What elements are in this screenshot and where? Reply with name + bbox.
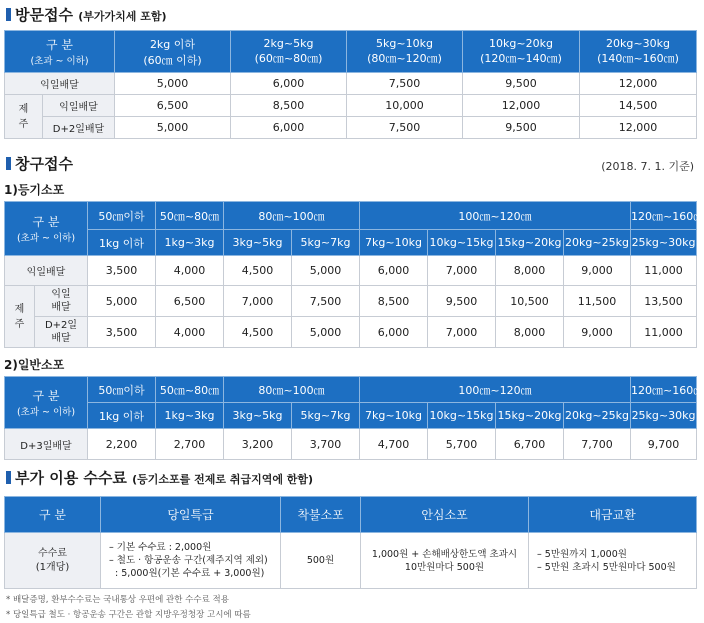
table-row xyxy=(5,95,697,117)
cod-fee: 500원 xyxy=(281,533,361,589)
visit-title: 방문접수 xyxy=(15,6,73,24)
weight-header: 5kg~7kg xyxy=(292,230,360,256)
price-cell: 4,700 xyxy=(360,429,428,460)
price-cell: 9,500 xyxy=(463,117,580,139)
safe-fee: 1,000원 + 손해배상한도액 초과시 10만원마다 500원 xyxy=(361,533,529,589)
weight-header: 10kg~15kg xyxy=(428,230,496,256)
table-row xyxy=(5,429,697,460)
price-cell: 7,000 xyxy=(428,317,496,348)
price-cell: 5,000 xyxy=(88,286,156,317)
exchange-fee: – 5만원까지 1,000원 – 5만원 초과시 5만원마다 500원 xyxy=(529,533,697,589)
registered-rate-table xyxy=(4,201,704,348)
weight-header: 1kg 이하 xyxy=(88,403,156,429)
jeju-label: 제 주 xyxy=(5,286,35,348)
general-rate-table xyxy=(4,376,704,460)
row-label: 익일배달 xyxy=(5,256,88,286)
weight-header: 1kg 이하 xyxy=(88,230,156,256)
size-group-header: 80㎝~100㎝ xyxy=(224,202,360,230)
fees-header-cod: 착불소포 xyxy=(281,497,361,533)
visit-col-2: 2kg~5kg (60㎝~80㎝) xyxy=(231,31,347,73)
section-bullet-icon xyxy=(6,471,11,484)
price-cell: 2,700 xyxy=(156,429,224,460)
general-title: 2)일반소포 xyxy=(4,358,65,372)
size-group-header: 120㎝~160㎝ xyxy=(631,202,697,230)
fees-section-title xyxy=(6,467,313,488)
price-cell: 4,500 xyxy=(224,256,292,286)
weight-header: 25kg~30kg xyxy=(631,403,697,429)
price-cell: 8,000 xyxy=(496,256,564,286)
price-cell: 12,000 xyxy=(463,95,580,117)
price-cell: 5,000 xyxy=(115,73,231,95)
size-group-header: 50㎝이하 xyxy=(88,202,156,230)
price-cell: 4,500 xyxy=(224,317,292,348)
price-cell: 9,500 xyxy=(463,73,580,95)
size-group-header: 100㎝~120㎝ xyxy=(360,202,631,230)
price-cell: 6,500 xyxy=(156,286,224,317)
price-cell: 5,000 xyxy=(292,317,360,348)
price-cell: 3,700 xyxy=(292,429,360,460)
fees-table xyxy=(4,496,697,589)
weight-header: 7kg~10kg xyxy=(360,230,428,256)
fees-header-safe: 안심소포 xyxy=(361,497,529,533)
price-cell: 3,500 xyxy=(88,256,156,286)
size-group-header: 120㎝~160㎝ xyxy=(631,377,697,403)
size-group-header: 100㎝~120㎝ xyxy=(360,377,631,403)
weight-header: 15kg~20kg xyxy=(496,230,564,256)
price-cell: 6,500 xyxy=(115,95,231,117)
price-cell: 6,000 xyxy=(231,117,347,139)
same-day-fee: – 기본 수수료 : 2,000원 – 철도 · 항공운송 구간(제주지역 제외) : 5,000원(기본 수수료 + 3,000원) xyxy=(101,533,281,589)
visit-header-category: 구 분 (초과 ~ 이하) xyxy=(5,31,115,73)
visit-col-4: 10kg~20kg (120㎝~140㎝) xyxy=(463,31,580,73)
weight-header: 15kg~20kg xyxy=(496,403,564,429)
price-cell: 6,000 xyxy=(360,317,428,348)
price-cell: 3,500 xyxy=(88,317,156,348)
size-group-header: 80㎝~100㎝ xyxy=(224,377,360,403)
weight-header: 7kg~10kg xyxy=(360,403,428,429)
price-cell: 10,500 xyxy=(496,286,564,317)
price-cell: 10,000 xyxy=(347,95,463,117)
price-cell: 5,000 xyxy=(115,117,231,139)
jeju-label: 제 주 xyxy=(5,95,43,139)
visit-rate-table xyxy=(4,30,697,139)
table-row xyxy=(5,317,697,348)
registered-header-category: 구 분 (초과 ~ 이하) xyxy=(5,202,88,256)
price-cell: 13,500 xyxy=(631,286,697,317)
visit-section-title xyxy=(6,4,166,25)
price-cell: 9,700 xyxy=(631,429,697,460)
price-cell: 3,200 xyxy=(224,429,292,460)
price-cell: 5,000 xyxy=(292,256,360,286)
fees-header-same-day: 당일특급 xyxy=(101,497,281,533)
table-row xyxy=(5,117,697,139)
price-cell: 8,500 xyxy=(360,286,428,317)
row-label: 익일 배달 xyxy=(35,286,88,317)
size-group-header: 50㎝~80㎝ xyxy=(156,377,224,403)
table-row xyxy=(5,256,697,286)
weight-header: 5kg~7kg xyxy=(292,403,360,429)
price-cell: 14,500 xyxy=(580,95,697,117)
fees-note: (등기소포를 전제로 취급지역에 한함) xyxy=(132,473,314,486)
price-cell: 6,000 xyxy=(360,256,428,286)
price-cell: 4,000 xyxy=(156,317,224,348)
price-cell: 9,500 xyxy=(428,286,496,317)
visit-col-5: 20kg~30kg (140㎝~160㎝) xyxy=(580,31,697,73)
price-cell: 11,000 xyxy=(631,317,697,348)
price-cell: 2,200 xyxy=(88,429,156,460)
price-cell: 8,000 xyxy=(496,317,564,348)
price-cell: 7,700 xyxy=(564,429,631,460)
weight-header: 20kg~25kg xyxy=(564,403,631,429)
row-label: 수수료 (1개당) xyxy=(5,533,101,589)
weight-header: 3kg~5kg xyxy=(224,403,292,429)
weight-header: 25kg~30kg xyxy=(631,230,697,256)
row-label: D+2일배달 xyxy=(43,117,115,139)
table-row xyxy=(5,286,697,317)
row-label: D+3일배달 xyxy=(5,429,88,460)
price-cell: 12,000 xyxy=(580,117,697,139)
price-cell: 11,000 xyxy=(631,256,697,286)
footnote: * 당일특급 철도 · 항공운송 구간은 관할 지방우정청장 고시에 따름 xyxy=(6,610,251,620)
fees-title: 부가 이용 수수료 xyxy=(15,469,127,487)
price-cell: 8,500 xyxy=(231,95,347,117)
price-cell: 7,000 xyxy=(428,256,496,286)
price-cell: 7,500 xyxy=(292,286,360,317)
visit-col-3: 5kg~10kg (80㎝~120㎝) xyxy=(347,31,463,73)
row-label: D+2일 배달 xyxy=(35,317,88,348)
weight-header: 10kg~15kg xyxy=(428,403,496,429)
price-cell: 9,000 xyxy=(564,317,631,348)
weight-header: 20kg~25kg xyxy=(564,230,631,256)
price-cell: 9,000 xyxy=(564,256,631,286)
counter-date: (2018. 7. 1. 기준) xyxy=(601,160,694,173)
counter-section-title xyxy=(6,153,73,174)
row-label: 익일배달 xyxy=(43,95,115,117)
table-row xyxy=(5,533,697,589)
weight-header: 3kg~5kg xyxy=(224,230,292,256)
weight-header: 1kg~3kg xyxy=(156,403,224,429)
counter-title: 창구접수 xyxy=(15,155,73,173)
size-group-header: 50㎝~80㎝ xyxy=(156,202,224,230)
section-bullet-icon xyxy=(6,8,11,21)
general-header-category: 구 분 (초과 ~ 이하) xyxy=(5,377,88,429)
visit-col-1: 2kg 이하 (60㎝ 이하) xyxy=(115,31,231,73)
price-cell: 7,500 xyxy=(347,73,463,95)
price-cell: 7,500 xyxy=(347,117,463,139)
price-cell: 12,000 xyxy=(580,73,697,95)
price-cell: 6,700 xyxy=(496,429,564,460)
price-cell: 4,000 xyxy=(156,256,224,286)
size-group-header: 50㎝이하 xyxy=(88,377,156,403)
fees-header-category: 구 분 xyxy=(5,497,101,533)
footnote: * 배달증명, 환부수수료는 국내통상 우편에 관한 수수료 적용 xyxy=(6,595,229,605)
weight-header: 1kg~3kg xyxy=(156,230,224,256)
price-cell: 11,500 xyxy=(564,286,631,317)
fees-header-exchange: 대금교환 xyxy=(529,497,697,533)
visit-note: (부가가치세 포함) xyxy=(78,10,167,23)
price-cell: 6,000 xyxy=(231,73,347,95)
row-label: 익일배달 xyxy=(5,73,115,95)
registered-title: 1)등기소포 xyxy=(4,183,65,197)
table-row xyxy=(5,73,697,95)
section-bullet-icon xyxy=(6,157,11,170)
price-cell: 5,700 xyxy=(428,429,496,460)
price-cell: 7,000 xyxy=(224,286,292,317)
